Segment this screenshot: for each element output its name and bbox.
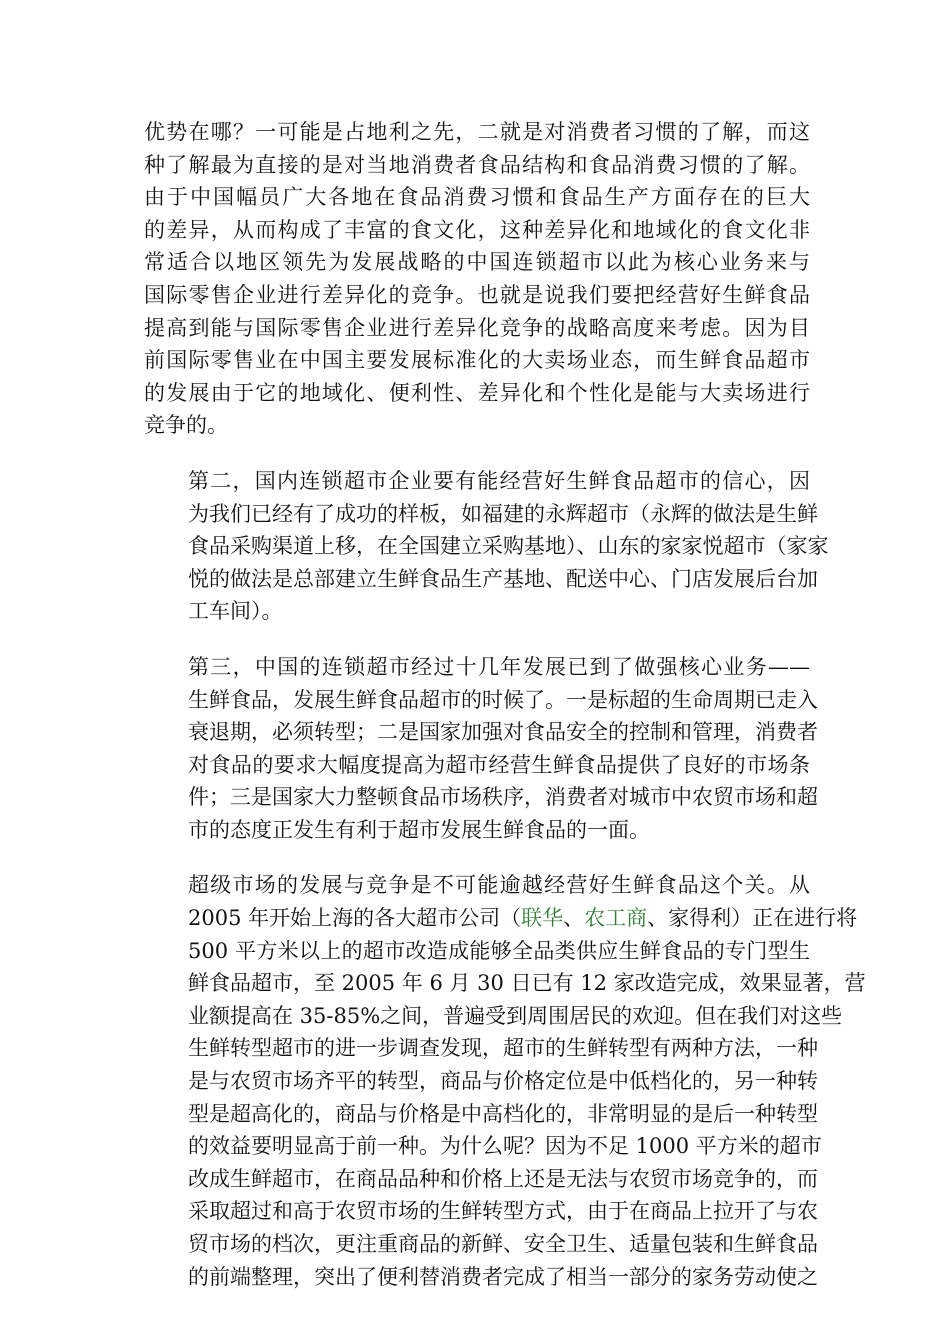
text-line: [144, 1163, 818, 1196]
text-segment: 第三，中国的连锁超市经过十几年发展已到了做强核心业务——: [188, 654, 810, 679]
text-segment: 的前端整理，突出了便利替消费者完成了相当一部分的家务劳动使之: [188, 1264, 818, 1289]
paragraph: [144, 465, 829, 628]
text-line: [144, 749, 810, 782]
text-segment: 由于中国幅员广大各地在食品消费习惯和食品生产方面存在的巨大: [144, 185, 810, 210]
text-segment: 食品采购渠道上移，在全国建立采购基地）、山东的家家悦超市（家家: [188, 534, 829, 559]
text-segment: 优势在哪？一可能是占地利之先，二就是对消费者习惯的了解，而这: [144, 120, 810, 144]
text-line: [144, 409, 810, 442]
text-segment: 为我们已经有了成功的样板，如福建的永辉超市（永辉的做法是生鲜: [188, 501, 818, 526]
text-line: [144, 814, 810, 847]
text-line: [144, 279, 810, 312]
text-segment: 工车间）。: [188, 599, 283, 624]
text-line: [144, 246, 810, 279]
text-line: [144, 595, 810, 628]
text-line: [144, 312, 810, 345]
text-segment: 提高到能与国际零售企业进行差异化竞争的战略高度来考虑。因为目: [144, 315, 810, 340]
text-segment: 常适合以地区领先为发展战略的中国连锁超市以此为核心业务来与: [144, 250, 810, 275]
text-segment: 国际零售企业进行差异化的竞争。也就是说我们要把经营好生鲜食品: [144, 282, 810, 307]
text-line: [144, 869, 810, 902]
text-line: [144, 214, 810, 247]
paragraph: [144, 651, 818, 847]
text-line: [144, 530, 829, 563]
text-segment: 生鲜食品，发展生鲜食品超市的时候了。一是标超的生命周期已走入: [188, 687, 818, 712]
text-line: [144, 377, 810, 410]
text-line: [144, 1000, 843, 1033]
text-line: [144, 498, 818, 531]
text-line: [144, 116, 810, 149]
text-line: [144, 716, 818, 749]
text-line: [144, 1228, 818, 1261]
text-segment: 鲜食品超市，至 2005 年 6 月 30 日已有 12 家改造完成，效果显著，营: [188, 971, 866, 996]
text-segment: 型是超高化的，商品与价格是中高档化的，非常明显的是后一种转型: [188, 1101, 818, 1126]
text-segment: 、家得利）正在进行将: [647, 906, 858, 931]
text-line: [144, 781, 818, 814]
text-line: [144, 465, 810, 498]
text-line: [144, 684, 818, 717]
text-segment: 第二，国内连锁超市企业要有能经营好生鲜食品超市的信心，因: [188, 468, 810, 493]
text-line: [144, 902, 858, 935]
document-body: [144, 116, 866, 1316]
text-segment: 2005 年开始上海的各大超市公司（: [188, 906, 522, 931]
text-segment: 采取超过和高于农贸市场的生鲜转型方式，由于在商品上拉开了与农: [188, 1199, 818, 1224]
text-line: [144, 967, 866, 1000]
text-line: [144, 1098, 818, 1131]
text-line: [144, 1130, 822, 1163]
text-segment: 的效益要明显高于前一种。为什么呢？因为不足 1000 平方米的超市: [188, 1134, 822, 1159]
text-segment: 贸市场的档次，更注重商品的新鲜、安全卫生、适量包装和生鲜食品: [188, 1232, 818, 1256]
text-segment: 种了解最为直接的是对当地消费者食品结构和食品消费习惯的了解。: [144, 152, 810, 177]
text-line: [144, 181, 810, 214]
text-segment: 业额提高在 35-85%之间，普遍受到周围居民的欢迎。但在我们对这些: [188, 1003, 843, 1028]
text-line: [144, 1065, 818, 1098]
company-link[interactable]: 联华: [521, 906, 564, 931]
text-line: [144, 1032, 818, 1065]
text-segment: 对食品的要求大幅度提高为超市经营生鲜食品提供了良好的市场条: [188, 752, 810, 777]
text-segment: 件；三是国家大力整顿食品市场秩序，消费者对城市中农贸市场和超: [188, 785, 818, 810]
company-link[interactable]: 农工商: [584, 906, 648, 931]
text-line: [144, 344, 810, 377]
text-segment: 超级市场的发展与竞争是不可能逾越经营好生鲜食品这个关。从: [188, 873, 810, 898]
text-segment: 市的态度正发生有利于超市发展生鲜食品的一面。: [188, 817, 650, 842]
text-segment: 是与农贸市场齐平的转型，商品与价格定位是中低档化的，另一种转: [188, 1069, 818, 1094]
text-segment: 、: [563, 906, 585, 931]
text-segment: 衰退期，必须转型；二是国家加强对食品安全的控制和管理，消费者: [188, 720, 818, 745]
paragraph: [144, 116, 810, 442]
text-segment: 悦的做法是总部建立生鲜食品生产基地、配送中心、门店发展后台加: [188, 566, 818, 591]
text-line: [144, 149, 810, 182]
text-segment: 前国际零售业在中国主要发展标准化的大卖场业态，而生鲜食品超市: [144, 348, 810, 373]
text-line: [144, 935, 810, 968]
text-segment: 的差异，从而构成了丰富的食文化，这种差异化和地域化的食文化非: [144, 217, 810, 242]
text-segment: 生鲜转型超市的进一步调查发现，超市的生鲜转型有两种方法，一种: [188, 1036, 818, 1061]
text-segment: 改成生鲜超市，在商品品种和价格上还是无法与农贸市场竞争的，而: [188, 1166, 818, 1191]
paragraph: [144, 869, 866, 1293]
text-line: [144, 651, 810, 684]
text-segment: 的发展由于它的地域化、便利性、差异化和个性化是能与大卖场进行: [144, 380, 810, 405]
text-line: [144, 1195, 818, 1228]
text-segment: 500 平方米以上的超市改造成能够全品类供应生鲜食品的专门型生: [188, 938, 810, 963]
text-segment: 竞争的。: [144, 413, 228, 438]
text-line: [144, 1261, 818, 1294]
text-line: [144, 563, 818, 596]
